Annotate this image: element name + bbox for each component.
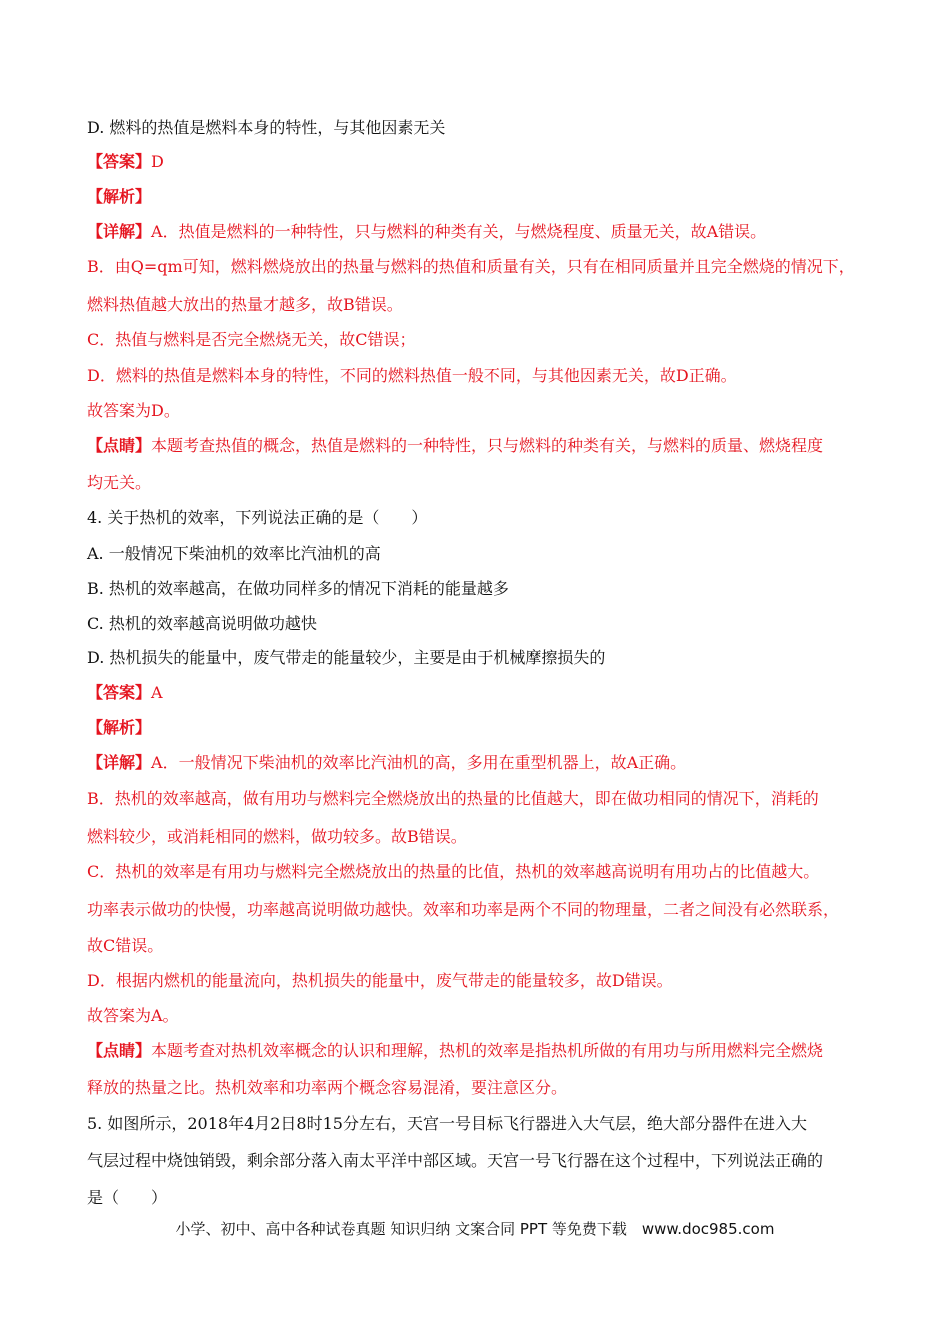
comment-text: 本题考查对热机效率概念的认识和理解，热机的效率是指热机所做的有用功与所用燃料完全燃烧 [151, 1041, 824, 1060]
detail-label: 【详解】 [87, 753, 152, 772]
q4-detail-c-1: C．热机的效率是有用功与燃料完全燃烧放出的热量的比值，热机的效率越高说明有用功占的比值越大。 [87, 862, 820, 881]
detail-label: 【详解】 [87, 222, 152, 241]
q4-option-d: D. 热机损失的能量中，废气带走的能量较少，主要是由于机械摩擦损失的 [87, 648, 606, 667]
q3-detail-d: D．燃料的热值是燃料本身的特性，不同的燃料热值一般不同，与其他因素无关，故D正确。 [87, 366, 737, 385]
q4-answer [87, 682, 163, 704]
answer-label: 【答案】 [87, 683, 152, 702]
q4-detail-a [87, 752, 686, 774]
q3-answer [87, 151, 164, 173]
q3-detail-b-2: 燃料热值越大放出的热量才越多，故B错误。 [87, 295, 403, 314]
comment-label: 【点睛】 [87, 436, 152, 455]
q4-detail-c-3: 故C错误。 [87, 936, 164, 955]
q3-conclusion: 故答案为D。 [87, 401, 180, 420]
detail-text: A．热值是燃料的一种特性，只与燃料的种类有关，与燃烧程度、质量无关，故A错误。 [151, 222, 767, 241]
q3-detail-a [87, 221, 766, 243]
q4-detail-d: D．根据内燃机的能量流向，热机损失的能量中，废气带走的能量较多，故D错误。 [87, 971, 673, 990]
detail-text: A．一般情况下柴油机的效率比汽油机的高，多用在重型机器上，故A正确。 [151, 753, 687, 772]
q4-comment-2: 释放的热量之比。热机效率和功率两个概念容易混淆，要注意区分。 [87, 1078, 568, 1097]
q3-option-d: D. 燃料的热值是燃料本身的特性，与其他因素无关 [87, 118, 446, 137]
q5-stem-3: 是（ ） [87, 1188, 168, 1207]
page-footer: 小学、初中、高中各种试卷真题 知识归纳 文案合同 PPT 等免费下载 www.doc985.com [175, 1220, 775, 1238]
q4-comment-1 [87, 1040, 823, 1062]
q3-detail-b-1: B．由Q=qm可知，燃料燃烧放出的热量与燃料的热值和质量有关，只有在相同质量并且完全燃烧的情况下， [87, 257, 855, 276]
q5-stem-2: 气层过程中烧蚀销毁，剩余部分落入南太平洋中部区域。天宫一号飞行器在这个过程中，下列说法正确的 [87, 1151, 824, 1170]
q3-comment-1 [87, 435, 823, 457]
q4-option-a: A. 一般情况下柴油机的效率比汽油机的高 [87, 544, 381, 563]
q4-option-b: B. 热机的效率越高，在做功同样多的情况下消耗的能量越多 [87, 579, 509, 598]
comment-label: 【点睛】 [87, 1041, 152, 1060]
q4-option-c: C. 热机的效率越高说明做功越快 [87, 614, 317, 633]
comment-text: 本题考查热值的概念，热值是燃料的一种特性，只与燃料的种类有关，与燃料的质量、燃烧程度 [151, 436, 824, 455]
answer-value: D [151, 152, 164, 171]
q4-detail-c-2: 功率表示做功的快慢，功率越高说明做功越快。效率和功率是两个不同的物理量，二者之间没有必然联系， [87, 900, 840, 919]
q4-conclusion: 故答案为A。 [87, 1006, 179, 1025]
q3-comment-2: 均无关。 [87, 473, 152, 492]
q4-analysis-label: 【解析】 [87, 718, 152, 737]
q3-analysis-label: 【解析】 [87, 187, 152, 206]
answer-value: A [151, 683, 163, 702]
q4-detail-b-2: 燃料较少，或消耗相同的燃料，做功较多。故B错误。 [87, 827, 467, 846]
answer-label: 【答案】 [87, 152, 152, 171]
q5-stem-1: 5. 如图所示，2018年4月2日8时15分左右，天宫一号目标飞行器进入大气层，绝大部分器件在进入大 [87, 1114, 807, 1133]
q3-detail-c: C．热值与燃料是否完全燃烧无关，故C错误； [87, 330, 416, 349]
q4-detail-b-1: B．热机的效率越高，做有用功与燃料完全燃烧放出的热量的比值越大，即在做功相同的情况下，消耗的 [87, 789, 819, 808]
q4-stem: 4. 关于热机的效率，下列说法正确的是（ ） [87, 508, 428, 527]
